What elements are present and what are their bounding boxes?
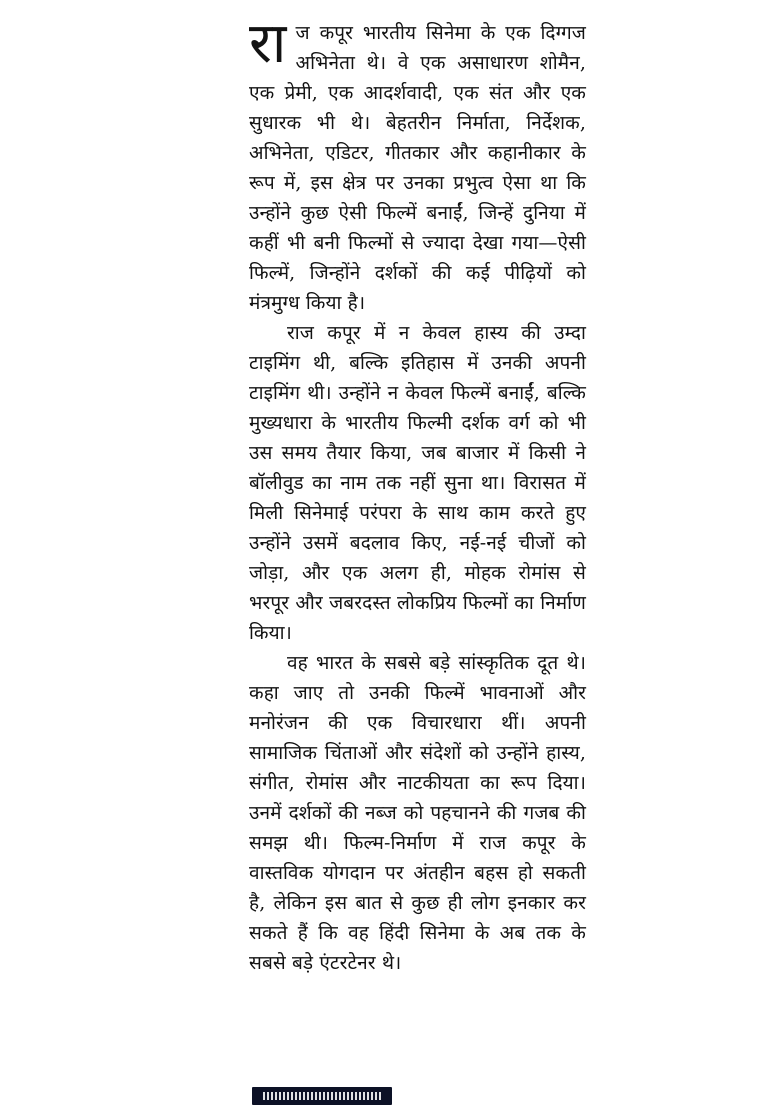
paragraph-2-text: राज कपूर में न केवल हास्य की उम्दा टाइमिंग थी, बल्कि इतिहास में उनकी अपनी टाइमिंग थी। उन्होंने न केवल फिल्में बनाईं, बल्कि मुख्यधारा के भारतीय फिल्मी दर्शक वर्ग को भी उस समय तैयार किया, जब बाजार में किसी ने बॉलीवुड का नाम तक नहीं सुना था। विरासत में मिली सिनेमाई परंपरा के साथ काम करते हुए उन्होंने उसमें बदलाव किए, नई-नई चीजों को जोड़ा, और एक अलग ही, मोहक रोमांस से भरपूर और जबरदस्त लोकप्रिय फिल्मों का निर्माण किया। xyxy=(249,322,586,644)
paragraph-1 xyxy=(249,11,586,318)
paragraph-1-text: ज कपूर भारतीय सिनेमा के एक दिग्गज अभिनेता थे। वे एक असाधारण शोमैन, एक प्रेमी, एक आदर्शवादी, एक संत और एक सुधारक भी थे। बेहतरीन निर्माता, निर्देशक, अभिनेता, एडिटर, गीतकार और कहानीकार के रूप में, इस क्षेत्र पर उनका प्रभुत्व ऐसा था कि उन्होंने कुछ ऐसी फिल्में बनाईं, जिन्हें दुनिया में कहीं भी बनी फिल्मों से ज्यादा देखा गया—ऐसी फिल्में, जिन्होंने दर्शकों की कई पीढ़ियों को मंत्रमुग्ध किया है। xyxy=(249,22,586,314)
footer-watermark-bar xyxy=(252,1087,392,1105)
text-column xyxy=(249,11,586,978)
paragraph-3-text: वह भारत के सबसे बड़े सांस्कृतिक दूत थे। कहा जाए तो उनकी फिल्में भावनाओं और मनोरंजन की एक विचारधारा थीं। अपनी सामाजिक चिंताओं और संदेशों को उन्होंने हास्य, संगीत, रोमांस और नाटकीयता का रूप दिया। उनमें दर्शकों की नब्ज को पहचानने की गजब की समझ थी। फिल्म-निर्माण में राज कपूर के वास्तविक योगदान पर अंतहीन बहस हो सकती है, लेकिन इस बात से कुछ ही लोग इनकार कर सकते हैं कि वह हिंदी सिनेमा के अब तक के सबसे बड़े एंटरटेनर थे। xyxy=(249,652,586,974)
paragraph-2 xyxy=(249,318,586,648)
footer-watermark-text xyxy=(263,1092,381,1100)
dropcap-letter: रा xyxy=(249,11,287,76)
paragraph-3 xyxy=(249,648,586,978)
